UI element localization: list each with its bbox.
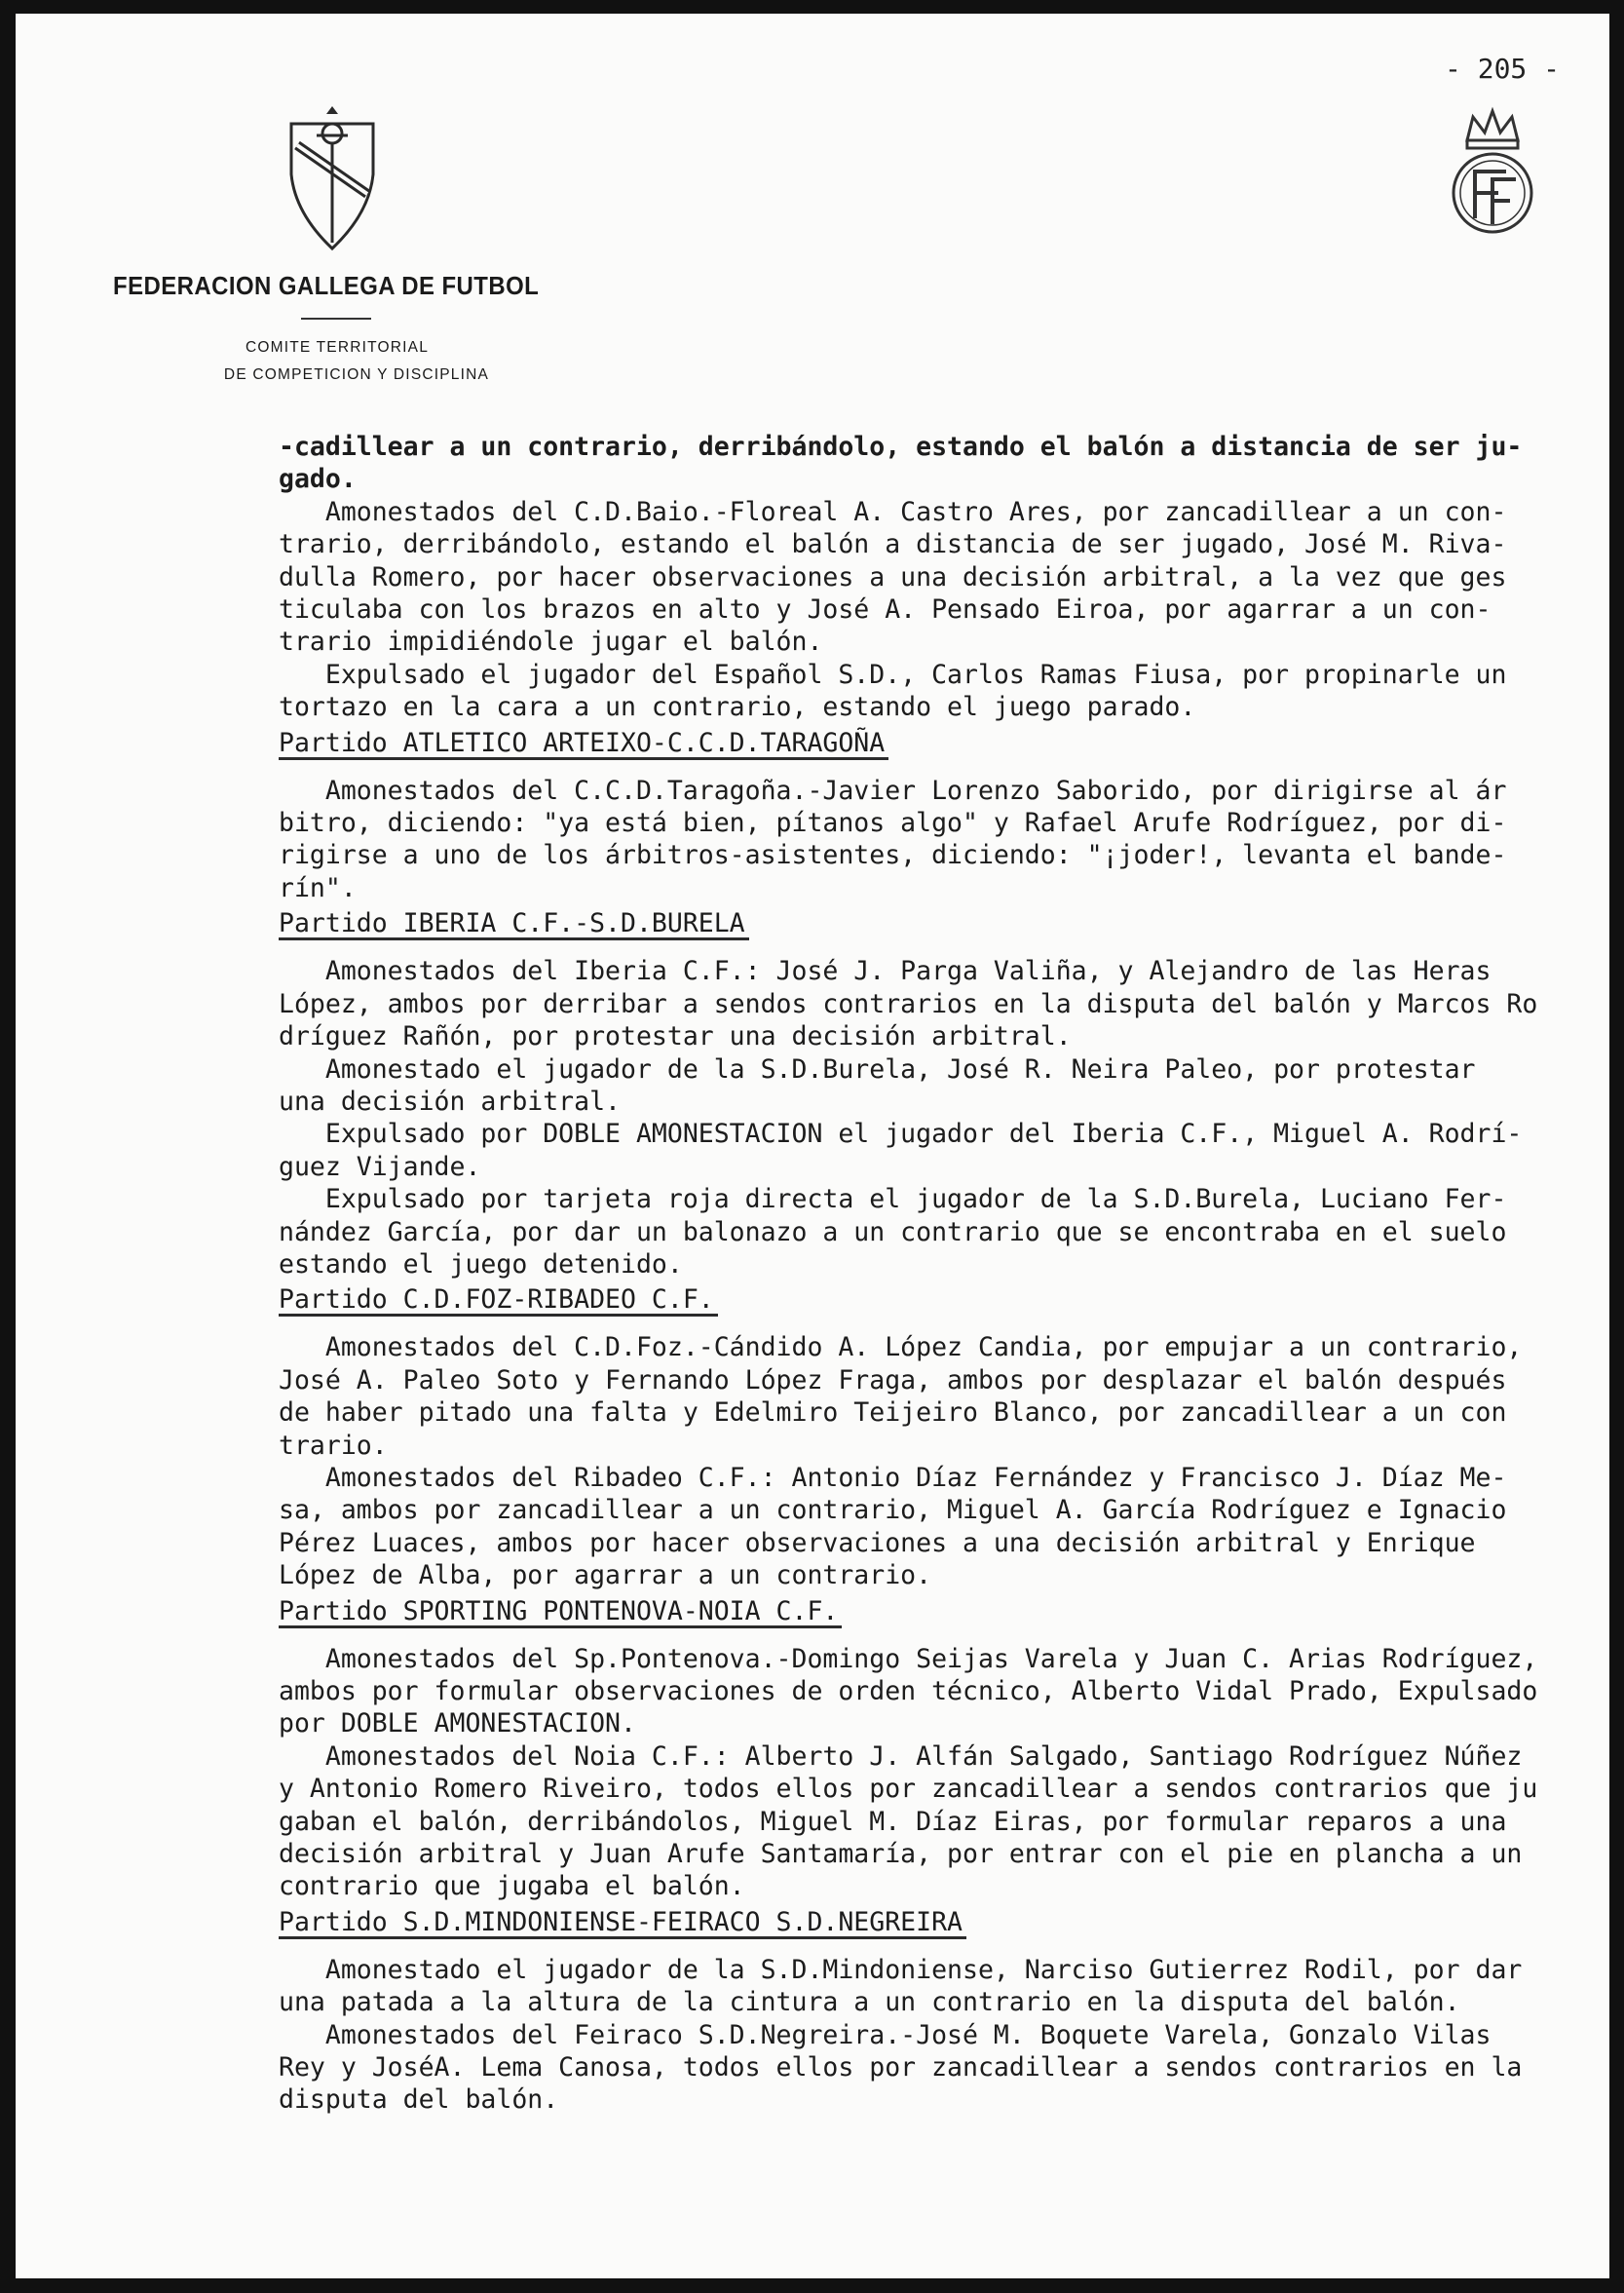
match-heading: Partido C.D.FOZ-RIBADEO C.F. (279, 1286, 718, 1317)
text-line: trario. (279, 1430, 388, 1461)
text-line: dulla Romero, por hacer observaciones a una decisión arbitral, a la vez que ges (279, 561, 1507, 592)
text-line: Amonestados del Feiraco S.D.Negreira.-José M. Boquete Varela, Gonzalo Vilas (279, 2019, 1492, 2050)
text-line: López de Alba, por agarrar a un contrario. (279, 1560, 932, 1591)
text-line: Amonestado el jugador de la S.D.Mindoniense, Narciso Gutierrez Rodil, por dar (279, 1954, 1523, 1985)
resolution-text (279, 431, 1623, 2117)
text-line: bitro, diciendo: "ya está bien, pítanos algo" y Rafael Arufe Rodríguez, por di- (279, 808, 1507, 839)
federation-shield-logo (283, 106, 381, 252)
text-line: dríguez Rañón, por protestar una decisión arbitral. (279, 1021, 1072, 1052)
text-line: disputa del balón. (279, 2084, 559, 2116)
text-line: ticulaba con los brazos en alto y José A. Pensado Eiroa, por agarrar a un con- (279, 594, 1492, 626)
text-line: José A. Paleo Soto y Fernando López Fraga, ambos por desplazar el balón después (279, 1364, 1507, 1395)
committee-line-1: COMITE TERRITORIAL (245, 339, 430, 356)
page-number: - 205 - (1445, 53, 1561, 85)
text-line: Amonestados del C.D.Baio.-Floreal A. Castro Ares, por zancadillear a un con- (279, 496, 1507, 527)
text-line: gaban el balón, derribándolos, Miguel M. Díaz Eiras, por formular reparos a una (279, 1806, 1507, 1837)
crowned-emblem-logo (1446, 103, 1539, 238)
text-line: por DOBLE AMONESTACION. (279, 1708, 636, 1739)
text-line: trario impidiéndole jugar el balón. (279, 627, 823, 658)
text-line: Expulsado por DOBLE AMONESTACION el jugador del Iberia C.F., Miguel A. Rodrí- (279, 1119, 1523, 1150)
text-line: Pérez Luaces, ambos por hacer observaciones a una decisión arbitral y Enrique (279, 1527, 1476, 1558)
document-page (16, 14, 1609, 2278)
text-line: Amonestados del Sp.Pontenova.-Domingo Seijas Varela y Juan C. Arias Rodríguez, (279, 1643, 1538, 1674)
text-line: Amonestados del C.D.Foz.-Cándido A. López Candia, por empujar a un contrario, (279, 1332, 1523, 1363)
text-line: trario, derribándolo, estando el balón a distancia de ser jugado, José M. Riva- (279, 529, 1507, 560)
text-line: rigirse a uno de los árbitros-asistentes, diciendo: "¡joder!, levanta el bande- (279, 840, 1507, 871)
text-line: Amonestado el jugador de la S.D.Burela, José R. Neira Paleo, por protestar (279, 1053, 1476, 1085)
text-line: contrario que jugaba el balón. (279, 1871, 745, 1902)
text-line: una patada a la altura de la cintura a un contrario en la disputa del balón. (279, 1987, 1460, 2018)
text-line: una decisión arbitral. (279, 1086, 621, 1117)
text-line: López, ambos por derribar a sendos contrarios en la disputa del balón y Marcos Ro (279, 988, 1538, 1019)
text-line: nández García, por dar un balonazo a un contrario que se encontraba en el suelo (279, 1216, 1507, 1247)
text-line: y Antonio Romero Riveiro, todos ellos por zancadillear a sendos contrarios que ju (279, 1774, 1538, 1805)
text-line: Expulsado por tarjeta roja directa el jugador de la S.D.Burela, Luciano Fer- (279, 1184, 1507, 1215)
text-line: rín". (279, 872, 357, 903)
committee-line-2: DE COMPETICION Y DISCIPLINA (223, 366, 490, 383)
text-line: sa, ambos por zancadillear a un contrario, Miguel A. García Rodríguez e Ignacio (279, 1495, 1507, 1526)
match-heading: Partido IBERIA C.F.-S.D.BURELA (279, 910, 749, 940)
match-heading: Partido SPORTING PONTENOVA-NOIA C.F. (279, 1598, 842, 1628)
text-line: estando el juego detenido. (279, 1248, 683, 1280)
text-line: gado. (279, 464, 357, 495)
text-line: -cadillear a un contrario, derribándolo, estando el balón a distancia de ser ju- (279, 432, 1523, 462)
text-line: ambos por formular observaciones de orden técnico, Alberto Vidal Prado, Expulsado (279, 1676, 1538, 1706)
text-line: tortazo en la cara a un contrario, estando el juego parado. (279, 692, 1196, 723)
text-line: Amonestados del C.C.D.Taragoña.-Javier Lorenzo Saborido, por dirigirse al ár (279, 775, 1507, 806)
match-heading: Partido ATLETICO ARTEIXO-C.C.D.TARAGOÑA (279, 730, 888, 760)
text-line: Rey y JoséA. Lema Canosa, todos ellos por zancadillear a sendos contrarios en la (279, 2052, 1523, 2083)
federation-name: FEDERACION GALLEGA DE FUTBOL (113, 271, 540, 300)
text-line: Amonestados del Noia C.F.: Alberto J. Alfán Salgado, Santiago Rodríguez Núñez (279, 1740, 1523, 1772)
text-line: Expulsado el jugador del Español S.D., Carlos Ramas Fiusa, por propinarle un (279, 659, 1507, 690)
match-heading: Partido S.D.MINDONIENSE-FEIRACO S.D.NEGREIRA (279, 1909, 966, 1939)
text-line: decisión arbitral y Juan Arufe Santamaría, por entrar con el pie en plancha a un (279, 1839, 1523, 1870)
text-line: Amonestados del Iberia C.F.: José J. Parga Valiña, y Alejandro de las Heras (279, 956, 1492, 987)
text-line: de haber pitado una falta y Edelmiro Teijeiro Blanco, por zancadillear a un con (279, 1397, 1507, 1429)
header-divider (301, 318, 371, 320)
text-line: Amonestados del Ribadeo C.F.: Antonio Díaz Fernández y Francisco J. Díaz Me- (279, 1462, 1507, 1493)
text-line: guez Vijande. (279, 1151, 481, 1182)
